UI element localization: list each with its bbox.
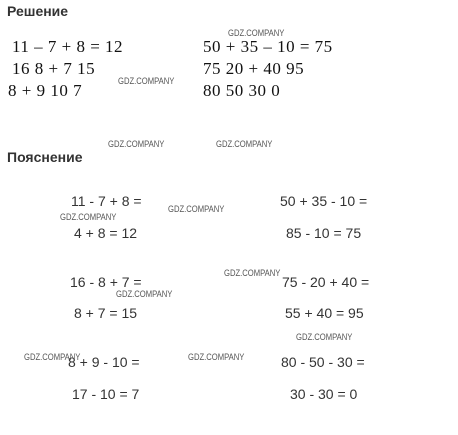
explanation-3-line-2: 8 + 7 = 15 <box>74 305 138 321</box>
solution-right-row-2: 75 20 + 40 95 <box>203 59 305 78</box>
watermark: GDZ.COMPANY <box>228 28 285 38</box>
explanation-4-line-1: 75 - 20 + 40 = <box>282 274 370 290</box>
solution-right-row-1: 50 + 35 – 10 = 75 <box>203 37 333 56</box>
watermark: GDZ.COMPANY <box>116 289 173 299</box>
watermark: GDZ.COMPANY <box>296 332 353 342</box>
explanation-2-line-2: 85 - 10 = 75 <box>286 225 362 241</box>
explanation-5-line-1: 8 + 9 - 10 = <box>68 354 140 370</box>
watermark: GDZ.COMPANY <box>118 76 175 86</box>
solution-heading: Решение <box>7 3 69 19</box>
explanation-1-line-1: 11 - 7 + 8 = <box>71 193 142 209</box>
explanation-heading: Пояснение <box>7 149 83 165</box>
watermark: GDZ.COMPANY <box>188 352 245 362</box>
solution-right-row-3: 80 50 30 0 <box>203 81 281 100</box>
explanation-3-line-1: 16 - 8 + 7 = <box>70 274 142 290</box>
explanation-2-line-1: 50 + 35 - 10 = <box>280 193 368 209</box>
solution-left-row-2: 16 8 + 7 15 <box>12 59 96 78</box>
watermark: GDZ.COMPANY <box>216 139 273 149</box>
explanation-1-line-2: 4 + 8 = 12 <box>74 225 138 241</box>
watermark: GDZ.COMPANY <box>224 268 281 278</box>
explanation-6-line-2: 30 - 30 = 0 <box>290 386 358 402</box>
solution-left-row-1: 11 – 7 + 8 = 12 <box>12 37 124 56</box>
solution-left-row-3: 8 + 9 10 7 <box>8 81 83 100</box>
explanation-6-line-1: 80 - 50 - 30 = <box>281 354 365 370</box>
explanation-5-line-2: 17 - 10 = 7 <box>72 386 140 402</box>
explanation-4-line-2: 55 + 40 = 95 <box>285 305 364 321</box>
watermark: GDZ.COMPANY <box>24 352 81 362</box>
watermark: GDZ.COMPANY <box>168 204 225 214</box>
watermark: GDZ.COMPANY <box>108 139 165 149</box>
watermark: GDZ.COMPANY <box>60 212 117 222</box>
